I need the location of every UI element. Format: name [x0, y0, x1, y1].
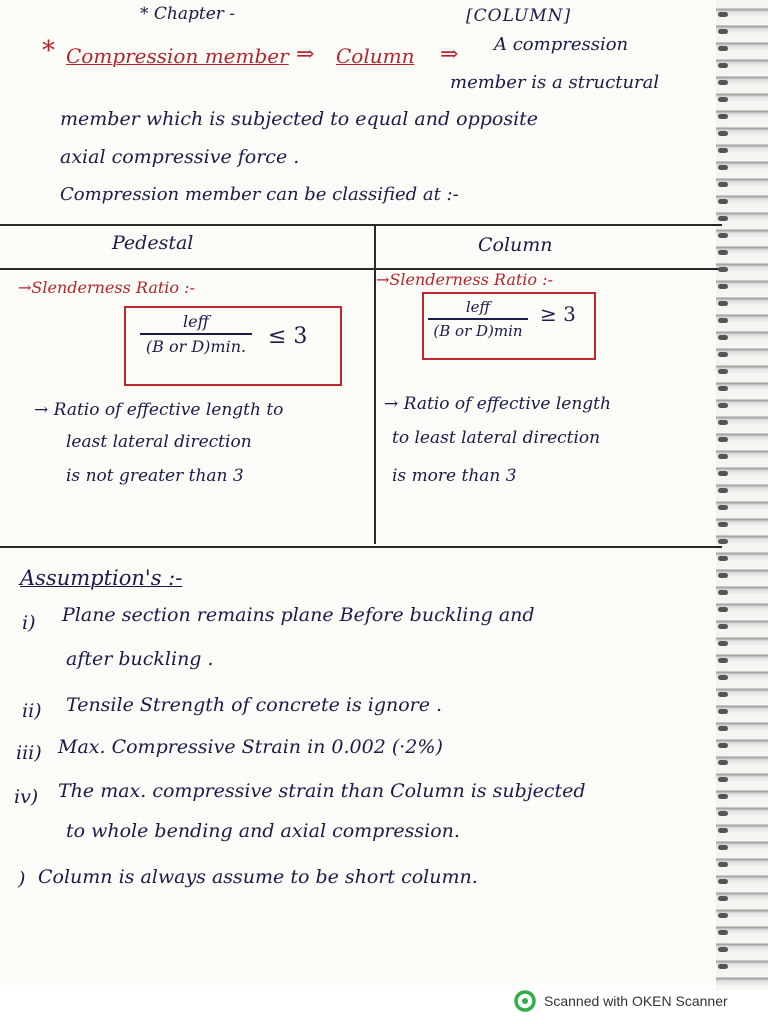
spiral-hole: [718, 845, 728, 850]
spiral-hole: [718, 386, 728, 391]
column-tag: [COLUMN]: [466, 6, 572, 26]
spiral-hole: [718, 284, 728, 289]
assumption-2-marker: ii): [22, 700, 42, 722]
spiral-hole: [718, 148, 728, 153]
scanner-footer-text: Scanned with OKEN Scanner: [544, 993, 728, 1009]
spiral-hole: [718, 301, 728, 306]
assumption-1-marker: i): [22, 612, 36, 634]
definition-line1a: A compression: [494, 34, 629, 55]
spiral-hole: [718, 930, 728, 935]
spiral-hole: [718, 692, 728, 697]
pedestal-ratio-label: →Slenderness Ratio :-: [18, 278, 195, 297]
spiral-hole: [718, 947, 728, 952]
table-bottom-line: [0, 546, 722, 548]
assumption-3-marker: iii): [16, 742, 42, 764]
pedestal-fraction-bar: [140, 333, 252, 335]
spiral-hole: [718, 607, 728, 612]
spiral-hole: [718, 335, 728, 340]
heading-arrow-1: ⇒: [296, 42, 315, 67]
spiral-hole: [718, 63, 728, 68]
pedestal-title: Pedestal: [112, 232, 194, 254]
spiral-hole: [718, 216, 728, 221]
definition-line1b: member is a structural: [450, 72, 660, 93]
spiral-hole: [718, 641, 728, 646]
assumption-4-line2: to whole bending and axial compression.: [66, 820, 460, 842]
assumption-5-marker: ): [18, 868, 26, 890]
pedestal-numerator: leff: [183, 312, 209, 331]
heading-compression-member: Compression member: [66, 44, 289, 68]
spiral-hole: [718, 352, 728, 357]
spiral-hole: [718, 573, 728, 578]
column-desc-line3: is more than 3: [392, 466, 517, 486]
spiral-hole: [718, 488, 728, 493]
assumptions-title: Assumption's :-: [20, 566, 183, 590]
assumption-1-line1: Plane section remains plane Before buckling and: [62, 604, 535, 626]
chapter-label: * Chapter -: [140, 4, 236, 24]
spiral-hole: [718, 539, 728, 544]
pedestal-desc-line2: least lateral direction: [66, 432, 252, 452]
spiral-hole: [718, 454, 728, 459]
column-fraction-bar: [428, 318, 528, 320]
spiral-hole: [718, 182, 728, 187]
spiral-hole: [718, 250, 728, 255]
spiral-hole: [718, 675, 728, 680]
spiral-hole: [718, 964, 728, 969]
column-desc-line2: to least lateral direction: [392, 428, 601, 448]
column-denominator: (B or D)min: [433, 321, 523, 340]
spiral-hole: [718, 403, 728, 408]
heading-star: *: [42, 36, 55, 66]
spiral-hole: [718, 794, 728, 799]
spiral-hole: [718, 437, 728, 442]
spiral-hole: [718, 658, 728, 663]
spiral-hole: [718, 80, 728, 85]
column-fraction: [428, 298, 528, 340]
spiral-hole: [718, 556, 728, 561]
heading-arrow-2: ⇒: [440, 42, 459, 67]
spiral-hole: [718, 913, 728, 918]
spiral-hole: [718, 233, 728, 238]
pedestal-desc-line3: is not greater than 3: [66, 466, 244, 486]
definition-line3: axial compressive force .: [60, 146, 300, 168]
column-relation: ≥ 3: [540, 302, 576, 326]
pedestal-relation: ≤ 3: [268, 324, 308, 349]
column-numerator: leff: [465, 298, 491, 316]
spiral-hole: [718, 896, 728, 901]
assumption-4-line1: The max. compressive strain than Column is subjected: [58, 780, 586, 802]
spiral-hole: [718, 811, 728, 816]
spiral-hole: [718, 29, 728, 34]
spiral-hole: [718, 590, 728, 595]
spiral-hole: [718, 318, 728, 323]
spiral-hole: [718, 199, 728, 204]
assumption-3-line1: Max. Compressive Strain in 0.002 (·2%): [58, 736, 443, 758]
spiral-hole: [718, 46, 728, 51]
column-ratio-label: →Slenderness Ratio :-: [376, 270, 553, 289]
column-title: Column: [478, 234, 553, 256]
scanner-footer: [514, 990, 728, 1012]
assumption-4-marker: iv): [14, 786, 39, 808]
spiral-hole: [718, 726, 728, 731]
spiral-hole: [718, 114, 728, 119]
spiral-hole: [718, 12, 728, 17]
spiral-hole: [718, 709, 728, 714]
definition-line2: member which is subjected to equal and opposite: [60, 108, 539, 130]
assumption-2-line1: Tensile Strength of concrete is ignore .: [66, 694, 443, 716]
spiral-hole: [718, 879, 728, 884]
spiral-hole: [718, 777, 728, 782]
spiral-hole: [718, 267, 728, 272]
spiral-hole: [718, 420, 728, 425]
spiral-hole: [718, 828, 728, 833]
spiral-hole: [718, 522, 728, 527]
assumption-1-line2: after buckling .: [66, 648, 214, 670]
pedestal-denominator: (B or D)min.: [145, 336, 247, 356]
classification-intro: Compression member can be classified at :-: [60, 184, 459, 205]
oken-scanner-logo-icon: [514, 990, 536, 1012]
spiral-hole: [718, 369, 728, 374]
heading-column: Column: [336, 44, 415, 68]
spiral-hole: [718, 97, 728, 102]
pedestal-desc-line1: → Ratio of effective length to: [34, 400, 284, 420]
spiral-hole: [718, 760, 728, 765]
spiral-hole: [718, 505, 728, 510]
column-desc-line1: → Ratio of effective length: [384, 394, 611, 414]
spiral-hole: [718, 471, 728, 476]
spiral-hole: [718, 131, 728, 136]
assumption-5-line1: Column is always assume to be short column.: [38, 866, 478, 888]
table-top-line: [0, 224, 722, 226]
spiral-hole: [718, 624, 728, 629]
spiral-hole: [718, 743, 728, 748]
spiral-hole: [718, 862, 728, 867]
pedestal-fraction: [140, 312, 252, 356]
table-header-line: [0, 268, 722, 270]
spiral-hole: [718, 165, 728, 170]
